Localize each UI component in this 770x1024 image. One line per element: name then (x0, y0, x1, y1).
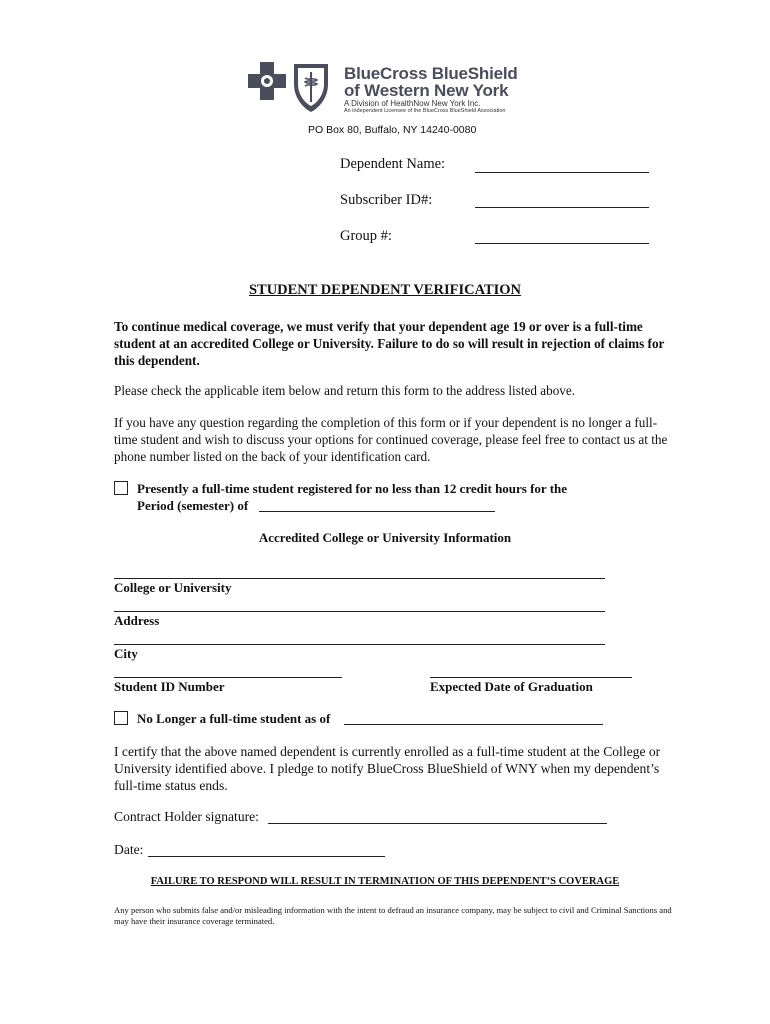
group-label: Group #: (340, 228, 392, 244)
bcbs-logo (248, 60, 338, 116)
form-title: STUDENT DEPENDENT VERIFICATION (248, 282, 522, 298)
dependent-name-label: Dependent Name: (340, 156, 446, 172)
college-label: College or University (114, 580, 232, 595)
certification-text: I certify that the above named dependent is currently enrolled as a full-time student at the College or University identified above. I pledge to notify BlueCross BlueShield of WNY when my dependent’s full-time status ends. (114, 744, 661, 793)
group-field[interactable] (475, 243, 649, 244)
student-id-label: Student ID Number (114, 679, 225, 694)
college-field[interactable] (114, 578, 605, 579)
intro-text: To continue medical coverage, we must verify that your dependent age 19 or over is a full-time student at an accredited College or University. Failure to do so will result in rejection of claims for this dependent. (114, 319, 665, 368)
dependent-name-field[interactable] (475, 172, 649, 173)
full-time-checkbox[interactable] (114, 481, 128, 495)
cross-shield-icon (248, 60, 338, 116)
signature-label: Contract Holder signature: (114, 809, 259, 824)
subscriber-id-field[interactable] (475, 207, 649, 208)
full-time-option-label: Presently a full-time student registered for no less than 12 credit hours for the (137, 481, 568, 496)
mailing-address: PO Box 80, Buffalo, NY 14240-0080 (308, 124, 477, 136)
instructions-text: Please check the applicable item below and return this form to the address listed above. (114, 383, 576, 398)
graduation-date-label: Expected Date of Graduation (430, 679, 593, 694)
address-label: Address (114, 613, 160, 628)
fraud-disclaimer: Any person who submits false and/or misleading information with the intent to defraud an insurance company, may be subject to civil and Criminal Sanctions and may have their insurance coverage terminated. (114, 905, 672, 926)
termination-warning: FAILURE TO RESPOND WILL RESULT IN TERMINATION OF THIS DEPENDENT’S COVERAGE (150, 876, 620, 887)
date-field[interactable] (148, 856, 385, 857)
questions-text: If you have any question regarding the completion of this form or if your dependent is no longer a full-time student and wish to discuss your options for continued coverage, please feel free to contact us at the phone number listed on the back of your identification card. (114, 415, 668, 464)
period-field[interactable] (259, 511, 495, 512)
no-longer-student-checkbox[interactable] (114, 711, 128, 725)
brand-licensee: An independent Licensee of the BlueCross BlueShield Association (344, 108, 506, 114)
city-label: City (114, 646, 138, 661)
no-longer-student-label: No Longer a full-time student as of (137, 711, 331, 726)
brand-region: of Western New York (344, 81, 509, 100)
brand-name: BlueCross BlueShield (344, 64, 518, 83)
brand-division: A Division of HealthNow New York Inc. (344, 99, 481, 108)
no-longer-student-date-field[interactable] (344, 724, 603, 725)
graduation-date-field[interactable] (430, 677, 632, 678)
signature-field[interactable] (268, 823, 607, 824)
subscriber-id-label: Subscriber ID#: (340, 192, 433, 208)
city-field[interactable] (114, 644, 605, 645)
date-label: Date: (114, 842, 144, 857)
student-id-field[interactable] (114, 677, 342, 678)
address-field[interactable] (114, 611, 605, 612)
college-section-title: Accredited College or University Information (258, 530, 512, 545)
period-label: Period (semester) of (137, 498, 249, 513)
